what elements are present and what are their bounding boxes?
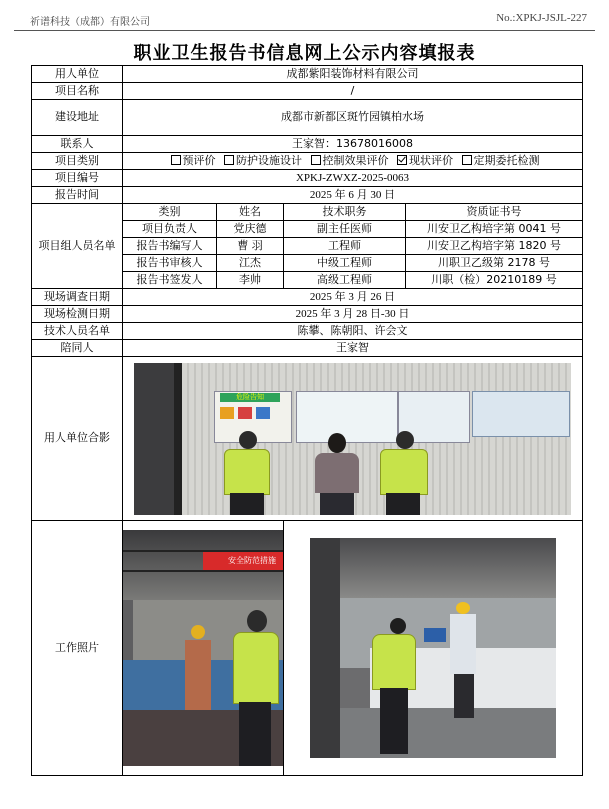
test-date-value: 2025 年 3 月 28 日-30 日 [123,306,583,323]
tech-staff-value: 陈攀、陈朝阳、许会文 [123,323,583,340]
accompany-label: 陪同人 [32,340,123,357]
header-divider [14,30,595,31]
option-periodic-testing: 定期委托检测 [473,153,540,167]
contact-value: 王家智：13678016008 [123,136,583,153]
row-test-date [32,306,583,323]
project-name-label: 项目名称 [32,83,123,100]
employer-label: 用人单位 [32,66,123,83]
checkbox-pre-evaluation[interactable] [171,155,181,165]
address-value: 成都市新都区斑竹园镇柏水场 [123,100,583,136]
row-report-time [32,187,583,204]
option-status-evaluation: 现状评价 [409,153,453,167]
team-title: 工程师 [284,238,406,255]
checkbox-status-evaluation[interactable] [397,155,407,165]
row-accompany [32,340,583,357]
team-role: 报告书编写人 [123,238,217,255]
row-tech-staff [32,323,583,340]
row-work-photo [32,521,583,776]
team-role: 报告书签发人 [123,272,217,289]
hazard-board-title: 危险告知 [220,393,280,402]
work-photo-left-cell [123,521,284,776]
row-project-no [32,170,583,187]
row-category [32,153,583,170]
category-label: 项目类别 [32,153,123,170]
team-name: 曹 羽 [217,238,284,255]
row-group-photo [32,357,583,521]
option-control-effect: 控制效果评价 [322,153,389,167]
row-employer [32,66,583,83]
team-header-name: 姓名 [217,204,284,221]
group-photo-cell [123,357,583,521]
option-protection-design: 防护设施设计 [236,153,302,167]
report-time-value: 2025 年 6 月 30 日 [123,187,583,204]
team-certificate: 川安卫乙构培字第 0041 号 [406,221,583,238]
work-photo-right-cell [284,521,583,776]
contact-label: 联系人 [32,136,123,153]
safety-banner: 安全防范措施 [203,552,284,570]
group-photo-label: 用人单位合影 [32,357,123,521]
option-pre-evaluation: 预评价 [182,153,216,167]
team-certificate: 川安卫乙构培字第 1820 号 [406,238,583,255]
team-name: 江杰 [217,255,284,272]
group-photo [134,363,571,515]
team-label: 项目组人员名单 [32,204,123,289]
checkbox-control-effect[interactable] [311,155,321,165]
document-number: No.:XPKJ-JSJL-227 [496,12,587,24]
team-certificate: 川职（检）20210189 号 [406,272,583,289]
team-header-title: 技术职务 [284,204,406,221]
team-name: 党庆德 [217,221,284,238]
team-certificate: 川职卫乙级第 2178 号 [406,255,583,272]
test-date-label: 现场检测日期 [32,306,123,323]
project-no-value: XPKJ-ZWXZ-2025-0063 [123,170,583,187]
company-header: 祈谱科技（成都）有限公司 [30,17,150,28]
category-options [123,153,583,170]
team-role: 报告书审核人 [123,255,217,272]
accompany-value: 王家智 [123,340,583,357]
survey-date-label: 现场调查日期 [32,289,123,306]
team-title: 副主任医师 [284,221,406,238]
employer-value: 成都紫阳装饰材料有限公司 [123,66,583,83]
team-title: 高级工程师 [284,272,406,289]
tech-staff-label: 技术人员名单 [32,323,123,340]
checkbox-periodic-testing[interactable] [462,155,472,165]
report-time-label: 报告时间 [32,187,123,204]
project-name-value: / [123,83,583,100]
team-title: 中级工程师 [284,255,406,272]
form-title: 职业卫生报告书信息网上公示内容填报表 [133,43,476,64]
team-header-category: 类别 [123,204,217,221]
team-header-certificate: 资质证书号 [406,204,583,221]
disclosure-form-table [31,65,583,776]
row-project-name [32,83,583,100]
project-no-label: 项目编号 [32,170,123,187]
survey-date-value: 2025 年 3 月 26 日 [123,289,583,306]
team-role: 项目负责人 [123,221,217,238]
address-label: 建设地址 [32,100,123,136]
team-name: 李帅 [217,272,284,289]
row-survey-date [32,289,583,306]
work-photo-left [123,530,284,766]
team-header-row [32,204,583,221]
checkbox-protection-design[interactable] [224,155,234,165]
row-contact [32,136,583,153]
work-photo-right [310,538,556,758]
row-address [32,100,583,136]
work-photo-label: 工作照片 [32,521,123,776]
